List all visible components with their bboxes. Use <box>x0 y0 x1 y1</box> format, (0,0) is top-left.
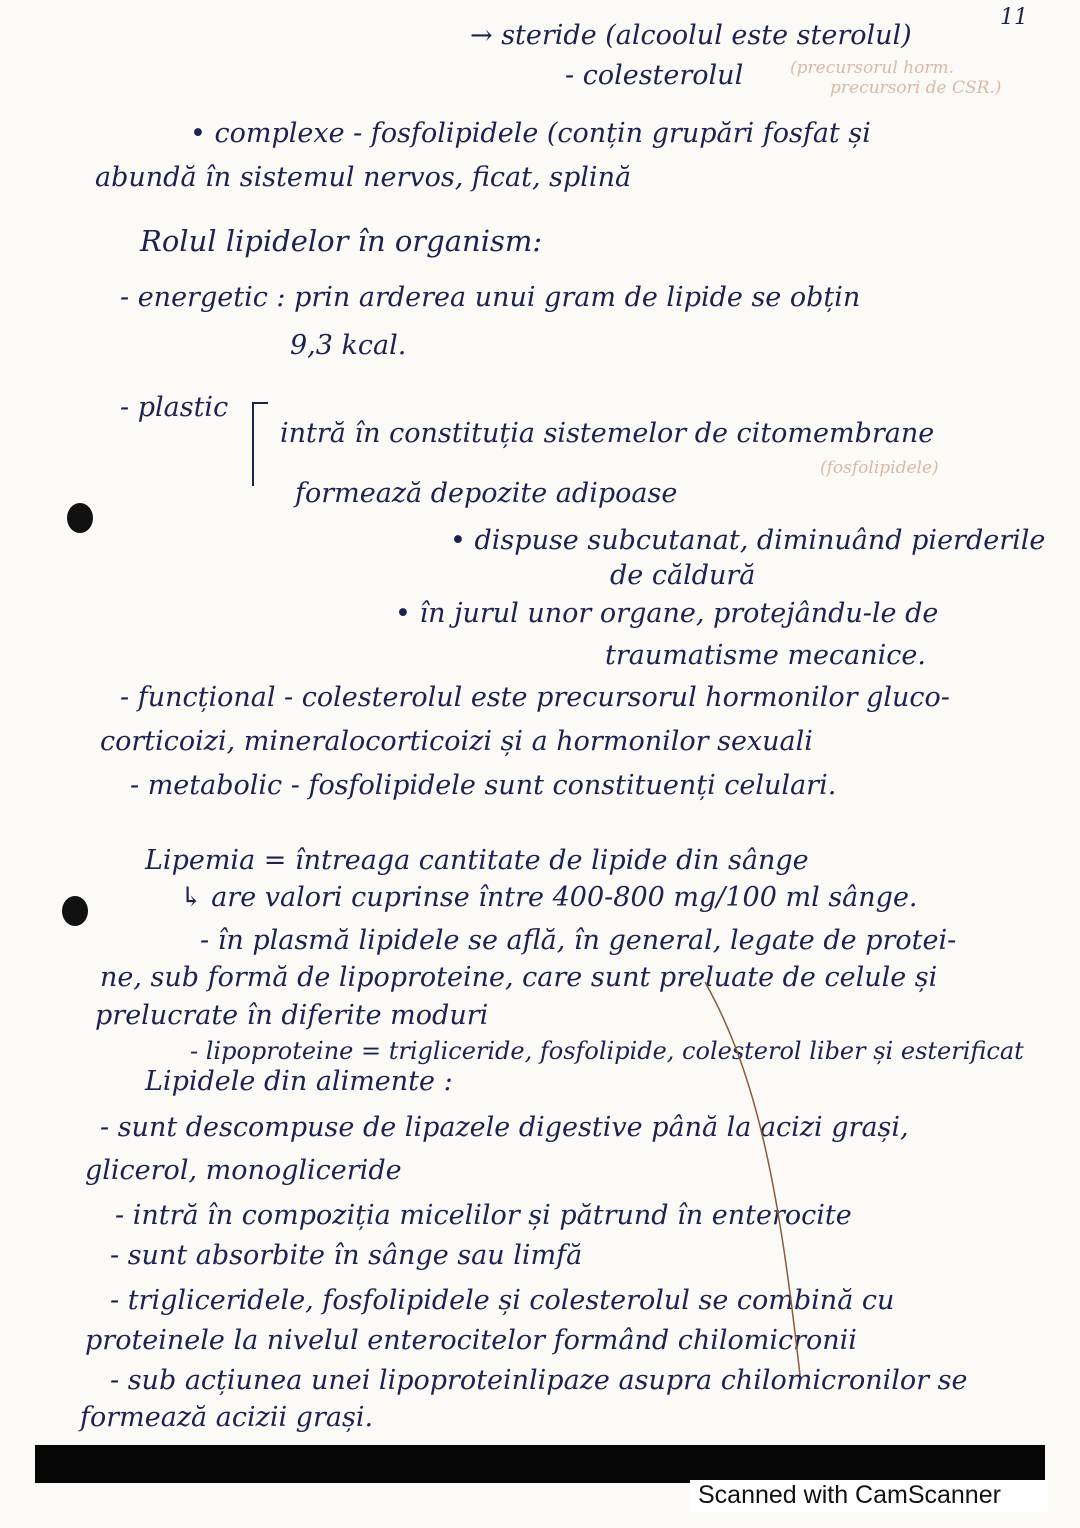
text-line: • dispuse subcutanat, diminuând pierderile <box>450 525 1046 556</box>
camscanner-watermark: Scanned with CamScanner <box>690 1480 1048 1512</box>
text-line: - în plasmă lipidele se află, în general, legate de protei- <box>200 925 957 956</box>
text-line: - intră în compoziția micelilor și pătrund în enterocite <box>115 1200 852 1231</box>
text-line: → steride (alcoolul este sterolul) <box>470 20 912 51</box>
text-line: - energetic : prin arderea unui gram de lipide se obțin <box>120 282 861 313</box>
text-line: - colesterolul <box>565 60 744 91</box>
text-line: formează acizii grași. <box>80 1402 374 1433</box>
text-line: ne, sub formă de lipoproteine, care sunt preluate de celule și <box>100 962 938 993</box>
section-heading: Lipidele din alimente : <box>145 1066 453 1097</box>
text-line: traumatisme mecanice. <box>605 640 926 671</box>
text-line: • în jurul unor organe, protejându-le de <box>395 598 939 629</box>
text-line: 9,3 kcal. <box>290 330 407 361</box>
text-line: - funcțional - colesterolul este precursorul hormonilor gluco- <box>120 682 950 713</box>
margin-note: (fosfolipidele) <box>820 458 939 478</box>
page-number: 11 <box>1000 5 1028 30</box>
text-line: - sunt descompuse de lipazele digestive până la acizi grași, <box>100 1112 909 1143</box>
text-line: - sub acțiunea unei lipoproteinlipaze asupra chilomicronilor se <box>110 1365 968 1396</box>
text-line: proteinele la nivelul enterocitelor formând chilomicronii <box>85 1325 857 1356</box>
text-line: - trigliceridele, fosfolipidele și colesterolul se combină cu <box>110 1285 895 1316</box>
section-heading: Rolul lipidelor în organism: <box>140 224 543 258</box>
text-line: - plastic <box>120 392 229 423</box>
text-line: - lipoproteine = trigliceride, fosfolipide, colesterol liber și esterificat <box>190 1037 1024 1065</box>
text-line: de căldură <box>610 560 756 591</box>
text-line: prelucrate în diferite moduri <box>95 1000 489 1031</box>
margin-note: (precursorul horm. <box>790 58 955 78</box>
text-line: formează depozite adipoase <box>295 478 678 509</box>
scan-border <box>35 1445 1045 1483</box>
text-line: intră în constituția sistemelor de citomembrane <box>280 418 935 449</box>
text-line: corticoizi, mineralocorticoizi și a hormonilor sexuali <box>100 726 813 757</box>
text-line: abundă în sistemul nervos, ficat, splină <box>95 162 632 193</box>
text-line: - metabolic - fosfolipidele sunt constituenți celulari. <box>130 770 837 801</box>
margin-note: precursori de CSR.) <box>830 78 1002 98</box>
punch-hole <box>62 896 88 926</box>
text-line: glicerol, monogliceride <box>85 1155 402 1186</box>
section-heading: Lipemia = întreaga cantitate de lipide din sânge <box>145 845 809 876</box>
text-line: - sunt absorbite în sânge sau limfă <box>110 1240 583 1271</box>
punch-hole <box>67 503 93 533</box>
text-line: • complexe - fosfolipidele (conțin grupări fosfat și <box>190 118 871 149</box>
text-line: ↳ are valori cuprinse între 400-800 mg/100 ml sânge. <box>180 882 918 913</box>
